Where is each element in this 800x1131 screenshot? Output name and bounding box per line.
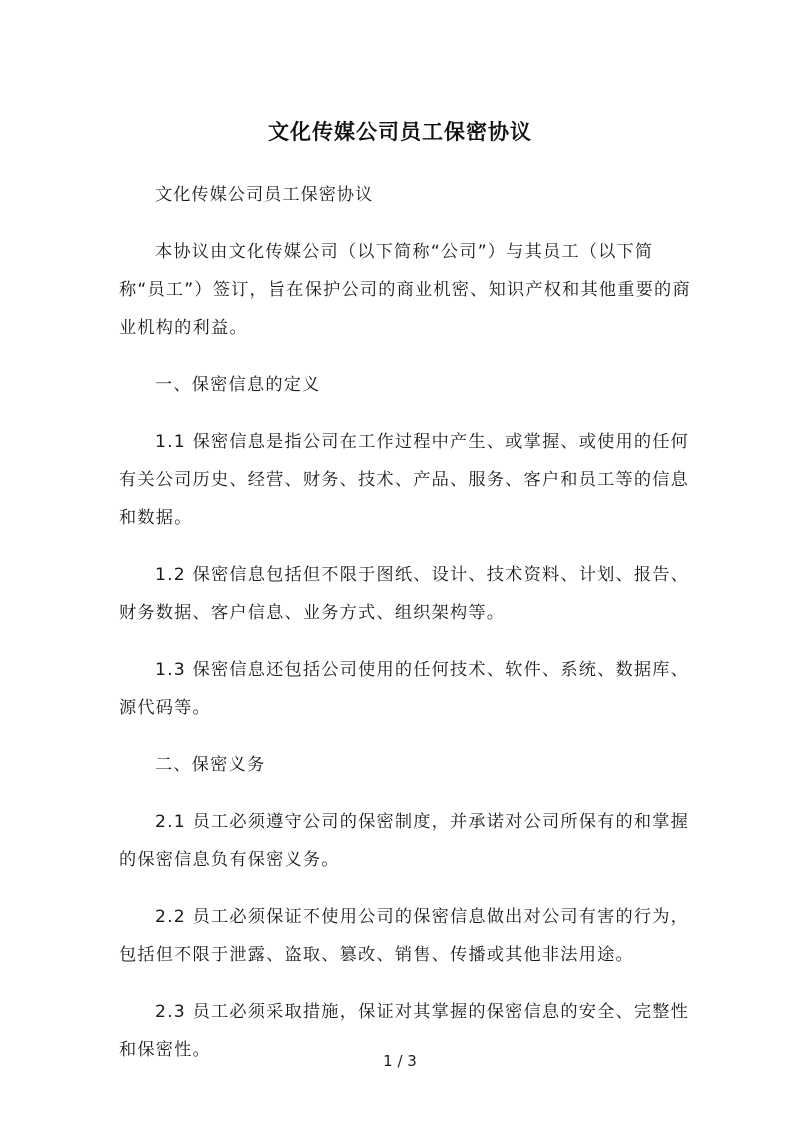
paragraph-intro: 本协议由文化传媒公司（以下简称“公司”）与其员工（以下简称“员工”）签订，旨在保护公司的商业机密、知识产权和其他重要的商业机构的利益。 [119, 242, 691, 338]
section-heading-definition: 一、保密信息的定义 [155, 375, 321, 395]
section-heading-obligations: 二、保密义务 [155, 755, 266, 775]
clause-1-2: 1.2 保密信息包括但不限于图纸、设计、技术资料、计划、报告、财务数据、客户信息、业务方式、组织架构等。 [119, 565, 690, 623]
clause-1-3: 1.3 保密信息还包括公司使用的任何技术、软件、系统、数据库、源代码等。 [119, 660, 690, 718]
document-body [119, 176, 691, 1088]
clause-2-3: 2.3 员工必须采取措施，保证对其掌握的保密信息的安全、完整性和保密性。 [119, 1002, 690, 1060]
clause-1-1: 1.1 保密信息是指公司在工作过程中产生、或掌握、或使用的任何有关公司历史、经营、财务、技术、产品、服务、客户和员工等的信息和数据。 [119, 432, 690, 528]
page-number: 1 / 3 [383, 1052, 417, 1070]
paragraph-subtitle: 文化传媒公司员工保密协议 [155, 185, 374, 205]
clause-2-2: 2.2 员工必须保证不使用公司的保密信息做出对公司有害的行为，包括但不限于泄露、盗取、篡改、销售、传播或其他非法用途。 [119, 907, 690, 965]
clause-2-1: 2.1 员工必须遵守公司的保密制度，并承诺对公司所保有的和掌握的保密信息负有保密义务。 [119, 812, 690, 870]
document-title: 文化传媒公司员工保密协议 [268, 120, 532, 144]
